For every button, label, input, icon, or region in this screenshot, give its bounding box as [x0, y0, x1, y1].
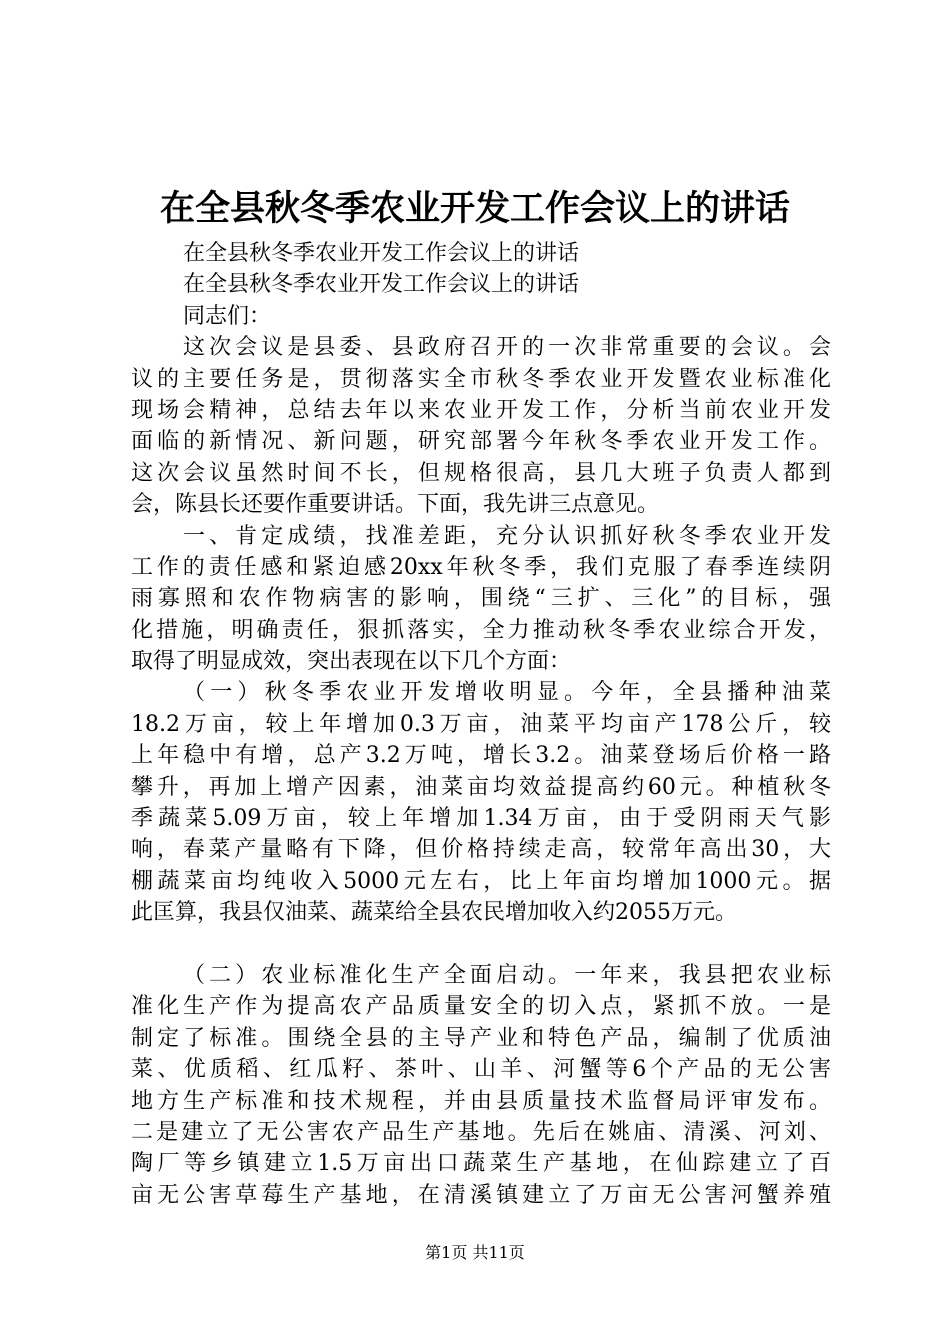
page-footer: 第1页 共11页	[425, 1243, 525, 1262]
text-line: 此匡算，我县仅油菜、蔬菜给全县农民增加收入约2055万元。	[131, 900, 737, 926]
text-line: 取得了明显成效，突出表现在以下几个方面：	[131, 649, 572, 675]
text-line: 现场会精神，总结去年以来农业开发工作，分析当前农业开发	[131, 397, 831, 423]
text-line: 这次会议虽然时间不长，但规格很高，县几大班子负责人都到	[131, 460, 831, 486]
blank-line	[131, 929, 831, 960]
text-line: 亩无公害草莓生产基地，在清溪镇建立了万亩无公害河蟹养殖	[131, 1182, 831, 1208]
text-line: 上年稳中有增，总产3.2万吨，增长3.2。油菜登场后价格一路	[131, 743, 831, 769]
text-line: 面临的新情况、新问题，研究部署今年秋冬季农业开发工作。	[131, 429, 831, 455]
text-line: 雨寡照和农作物病害的影响，围绕“三扩、三化”的目标，强	[131, 586, 831, 612]
text-line: 同志们：	[183, 303, 272, 329]
text-line: 这次会议是县委、县政府召开的一次非常重要的会议。会	[183, 335, 831, 361]
text-line: 响，春菜产量略有下降，但价格持续走高，较常年高出30，大	[131, 837, 831, 863]
text-line: 二是建立了无公害农产品生产基地。先后在姚庙、清溪、河刘、	[131, 1119, 831, 1145]
text-line: 化措施，明确责任，狠抓落实，全力推动秋冬季农业综合开发，	[131, 617, 831, 643]
text-line: 一、肯定成绩，找准差距，充分认识抓好秋冬季农业开发	[183, 523, 831, 549]
text-line: （二）农业标准化生产全面启动。一年来，我县把农业标	[183, 962, 831, 988]
text-line: 议的主要任务是，贯彻落实全市秋冬季农业开发暨农业标准化	[131, 366, 831, 392]
text-line: 地方生产标准和技术规程，并由县质量技术监督局评审发布。	[131, 1088, 831, 1114]
document-title: 在全县秋冬季农业开发工作会议上的讲话	[159, 188, 790, 229]
text-line: 陶厂等乡镇建立1.5万亩出口蔬菜生产基地，在仙踪建立了百	[131, 1151, 831, 1177]
text-line: 准化生产作为提高农产品质量安全的切入点，紧抓不放。一是	[131, 994, 831, 1020]
document-body	[131, 238, 831, 1211]
text-line: 工作的责任感和紧迫感20xx年秋冬季，我们克服了春季连续阴	[131, 554, 831, 580]
text-line: 棚蔬菜亩均纯收入5000元左右，比上年亩均增加1000元。据	[131, 868, 831, 894]
text-line: 菜、优质稻、红瓜籽、茶叶、山羊、河蟹等6个产品的无公害	[131, 1057, 831, 1083]
text-line: 季蔬菜5.09万亩，较上年增加1.34万亩，由于受阴雨天气影	[131, 806, 831, 832]
text-line: 制定了标准。围绕全县的主导产业和特色产品，编制了优质油	[131, 1025, 831, 1051]
text-line: 在全县秋冬季农业开发工作会议上的讲话	[183, 272, 580, 298]
text-line: 攀升，再加上增产因素，油菜亩均效益提高约60元。种植秋冬	[131, 774, 831, 800]
text-line: 在全县秋冬季农业开发工作会议上的讲话	[183, 241, 580, 266]
text-line: （一）秋冬季农业开发增收明显。今年，全县播种油菜	[183, 680, 831, 706]
text-line: 18.2万亩，较上年增加0.3万亩，油菜平均亩产178公斤，较	[131, 711, 831, 737]
text-line: 会，陈县长还要作重要讲话。下面，我先讲三点意见。	[131, 492, 660, 518]
